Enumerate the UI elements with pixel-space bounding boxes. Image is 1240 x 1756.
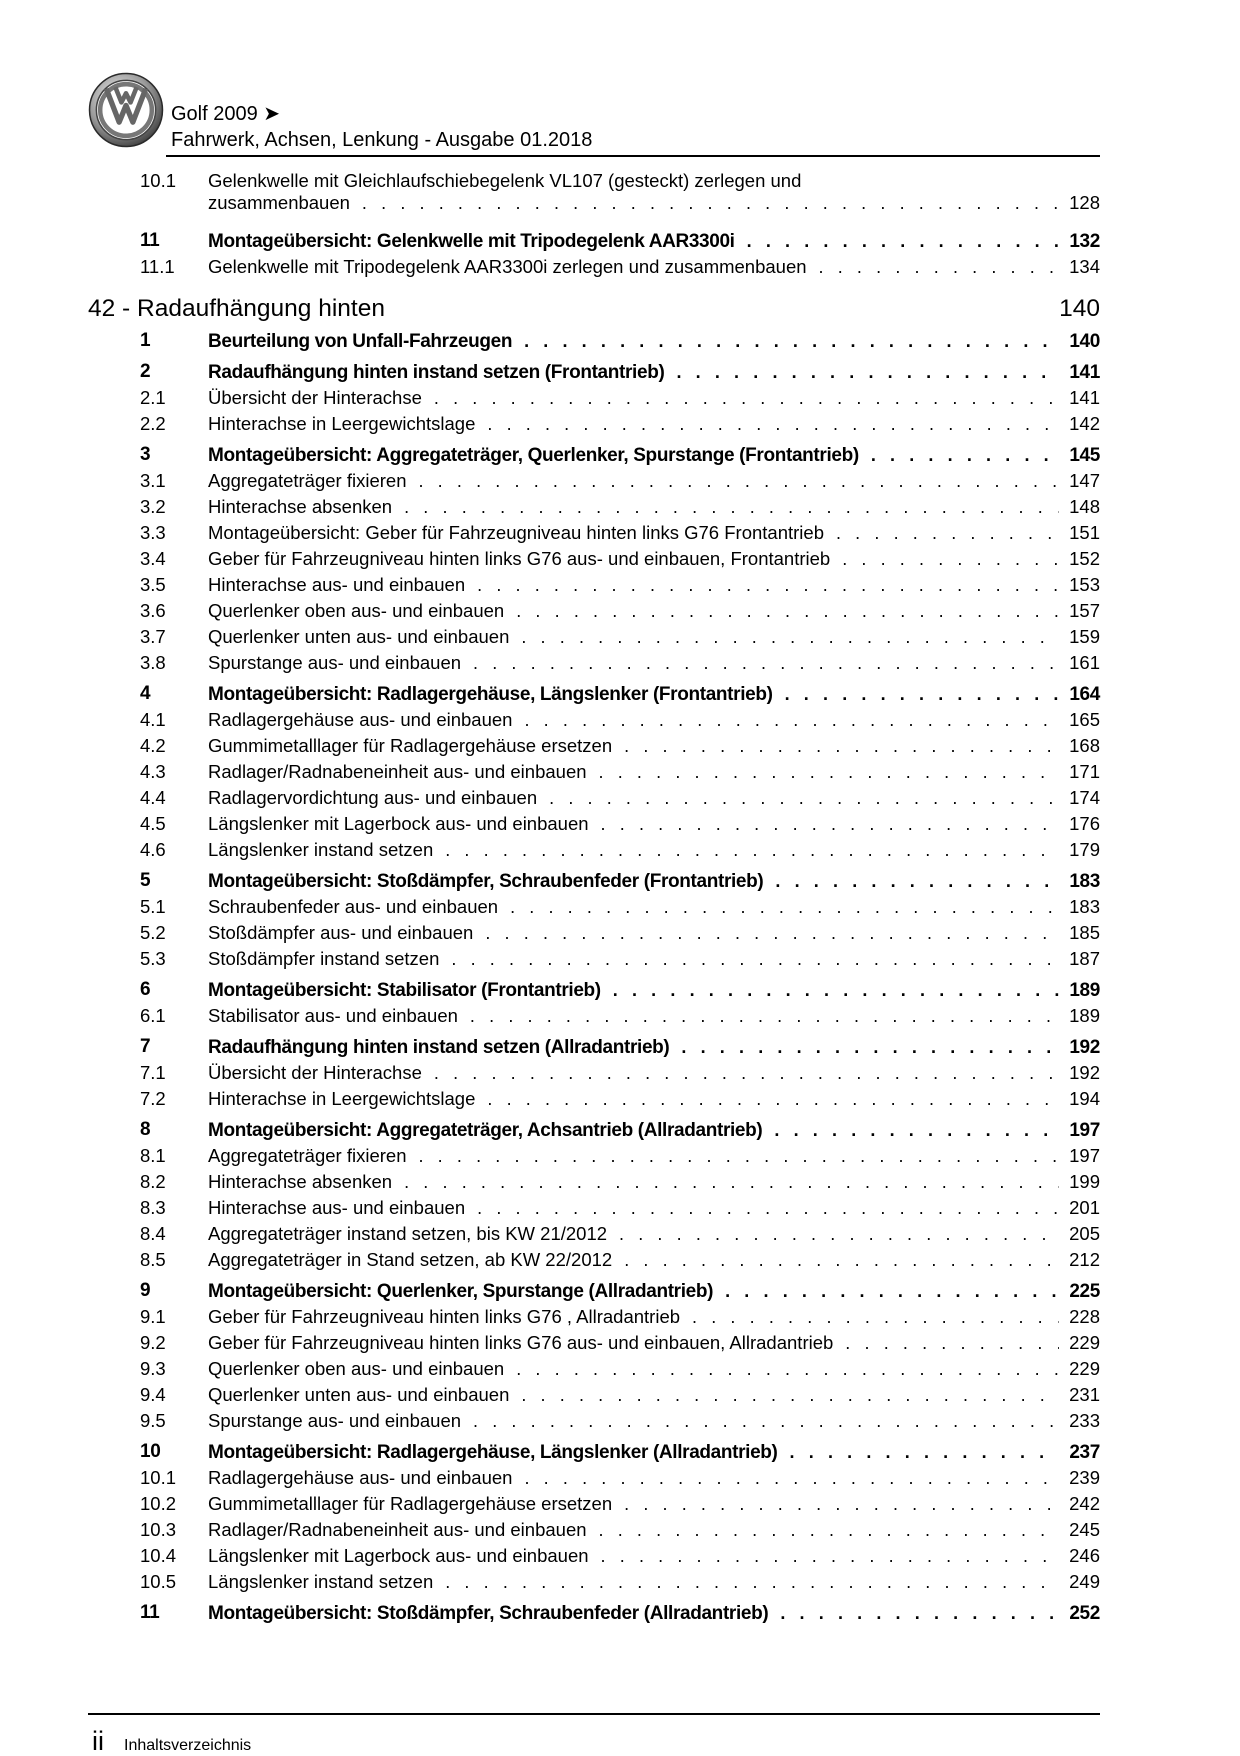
toc-entry-number: 9.3 bbox=[140, 1358, 166, 1379]
toc-entry-number: 10.3 bbox=[140, 1519, 177, 1540]
toc-entry-title: Radlagergehäuse aus- und einbauen bbox=[208, 709, 513, 730]
toc-entry-page: 201 bbox=[1069, 1197, 1100, 1218]
toc-entry-page: 245 bbox=[1069, 1519, 1100, 1540]
toc-leader-dots bbox=[681, 1036, 1059, 1058]
toc-entry-title: Gummimetalllager für Radlagergehäuse ersetzen bbox=[208, 1493, 613, 1514]
toc-entry-number: 3.7 bbox=[140, 626, 166, 647]
toc-entry-number: 9.1 bbox=[140, 1306, 166, 1327]
toc-leader-dots bbox=[780, 1602, 1059, 1624]
toc-entry-number: 6 bbox=[140, 979, 151, 1000]
toc-entry-title: Stoßdämpfer instand setzen bbox=[208, 948, 440, 969]
toc-entry-row bbox=[208, 652, 1100, 674]
toc-entry-number: 7.2 bbox=[140, 1088, 166, 1109]
toc-entry-row bbox=[208, 230, 1100, 252]
chapter-page: 140 bbox=[1059, 295, 1100, 322]
toc-entry-title: Montageübersicht: Stabilisator (Frontantrieb) bbox=[208, 980, 601, 1001]
toc-entry-row bbox=[208, 330, 1100, 352]
toc-entry-page: 179 bbox=[1069, 839, 1100, 860]
toc-entry-number: 4.3 bbox=[140, 761, 166, 782]
toc-entry-title: Montageübersicht: Gelenkwelle mit Tripodegelenk AAR3300i bbox=[208, 231, 735, 252]
toc-entry-row bbox=[208, 813, 1100, 835]
toc-entry-row bbox=[208, 839, 1100, 861]
toc-leader-dots bbox=[524, 709, 1059, 731]
toc-entry-page: 192 bbox=[1069, 1037, 1100, 1058]
toc-entry-number: 4.4 bbox=[140, 787, 166, 808]
toc-entry-page: 249 bbox=[1069, 1571, 1100, 1592]
toc-entry-title: Übersicht der Hinterachse bbox=[208, 1062, 422, 1083]
toc-entry-row bbox=[208, 361, 1100, 383]
toc-leader-dots bbox=[521, 1384, 1059, 1406]
toc-entry-page: 239 bbox=[1069, 1467, 1100, 1488]
toc-entry-page: 128 bbox=[1069, 192, 1100, 213]
toc-entry-number: 5 bbox=[140, 870, 151, 891]
toc-entry-row bbox=[208, 496, 1100, 518]
toc-entry-title: Montageübersicht: Aggregateträger, Achsantrieb (Allradantrieb) bbox=[208, 1120, 763, 1141]
toc-entry-row bbox=[208, 1602, 1100, 1624]
toc-leader-dots bbox=[434, 1062, 1059, 1084]
toc-entry-title: Montageübersicht: Stoßdämpfer, Schraubenfeder (Allradantrieb) bbox=[208, 1603, 769, 1624]
toc-entry-page: 233 bbox=[1069, 1410, 1100, 1431]
toc-entry-row bbox=[208, 870, 1100, 892]
vw-logo-icon bbox=[88, 72, 164, 148]
toc-leader-dots bbox=[790, 1441, 1060, 1463]
toc-entry-number: 2 bbox=[140, 361, 151, 382]
toc-entry-page: 174 bbox=[1069, 787, 1100, 808]
toc-entry-page: 229 bbox=[1069, 1332, 1100, 1353]
toc-entry-title: Hinterachse in Leergewichtslage bbox=[208, 1088, 476, 1109]
toc-entry-title: Radaufhängung hinten instand setzen (Frontantrieb) bbox=[208, 362, 665, 383]
toc-entry-row bbox=[208, 709, 1100, 731]
toc-entry-title: Geber für Fahrzeugniveau hinten links G76 aus- und einbauen, Frontantrieb bbox=[208, 548, 831, 569]
toc-entry-number: 9 bbox=[140, 1280, 151, 1301]
toc-leader-dots bbox=[516, 1358, 1059, 1380]
toc-entry-row bbox=[208, 1119, 1100, 1141]
toc-entry-title: Stoßdämpfer aus- und einbauen bbox=[208, 922, 474, 943]
toc-entry-row bbox=[208, 1062, 1100, 1084]
toc-entry-row bbox=[208, 256, 1100, 278]
toc-entry-row bbox=[208, 522, 1100, 544]
toc-entry-title: Querlenker oben aus- und einbauen bbox=[208, 600, 505, 621]
toc-entry-page: 152 bbox=[1069, 548, 1100, 569]
toc-entry-page: 252 bbox=[1069, 1603, 1100, 1624]
toc-entry-number: 7.1 bbox=[140, 1062, 166, 1083]
toc-entry-row bbox=[208, 1493, 1100, 1515]
toc-entry-number: 3 bbox=[140, 444, 151, 465]
toc-leader-dots bbox=[445, 1571, 1059, 1593]
toc-leader-dots bbox=[473, 652, 1059, 674]
toc-entry-title: zusammenbauen bbox=[208, 192, 350, 213]
toc-entry-title: Aggregateträger in Stand setzen, ab KW 22/2012 bbox=[208, 1249, 613, 1270]
toc-entry-number: 3.4 bbox=[140, 548, 166, 569]
toc-entry-row bbox=[208, 1358, 1100, 1380]
toc-entry-number: 10.1 bbox=[140, 170, 177, 191]
toc-entry-page: 225 bbox=[1069, 1281, 1100, 1302]
toc-leader-dots bbox=[445, 839, 1059, 861]
toc-leader-dots bbox=[524, 330, 1059, 352]
toc-entry-page: 140 bbox=[1069, 331, 1100, 352]
toc-leader-dots bbox=[362, 192, 1059, 214]
toc-entry-row bbox=[208, 1088, 1100, 1110]
toc-entry-row bbox=[208, 1306, 1100, 1328]
toc-entry-number: 11 bbox=[140, 230, 160, 251]
header-rule bbox=[166, 155, 1100, 157]
toc-entry-title: Längslenker mit Lagerbock aus- und einbauen bbox=[208, 1545, 589, 1566]
toc-entry-page: 183 bbox=[1069, 871, 1100, 892]
toc-entry-page: 246 bbox=[1069, 1545, 1100, 1566]
toc-entry-title: Montageübersicht: Querlenker, Spurstange (Allradantrieb) bbox=[208, 1281, 714, 1302]
toc-entry-page: 228 bbox=[1069, 1306, 1100, 1327]
toc-entry-row bbox=[208, 922, 1100, 944]
toc-entry-row bbox=[208, 1571, 1100, 1593]
toc-entry-number: 3.1 bbox=[140, 470, 166, 491]
toc-entry-number: 9.5 bbox=[140, 1410, 166, 1431]
toc-leader-dots bbox=[549, 787, 1059, 809]
toc-entry-number: 2.2 bbox=[140, 413, 166, 434]
toc-entry-row bbox=[208, 1036, 1100, 1058]
toc-entry-row bbox=[208, 413, 1100, 435]
toc-entry-row bbox=[208, 1545, 1100, 1567]
toc-entry-number: 5.1 bbox=[140, 896, 166, 917]
toc-entry-row bbox=[208, 761, 1100, 783]
toc-entry-row bbox=[208, 1441, 1100, 1463]
toc-entry-page: 134 bbox=[1069, 256, 1100, 277]
toc-entry-page: 164 bbox=[1069, 684, 1100, 705]
toc-entry-number: 10 bbox=[140, 1441, 161, 1462]
toc-entry-row bbox=[208, 787, 1100, 809]
toc-entry-title-line1: Gelenkwelle mit Gleichlaufschiebegelenk VL107 (gesteckt) zerlegen und bbox=[208, 170, 802, 191]
toc-entry-page: 183 bbox=[1069, 896, 1100, 917]
toc-entry-title: Stabilisator aus- und einbauen bbox=[208, 1005, 458, 1026]
toc-leader-dots bbox=[521, 626, 1059, 648]
toc-entry-number: 5.3 bbox=[140, 948, 166, 969]
toc-entry-number: 9.4 bbox=[140, 1384, 166, 1405]
toc-leader-dots bbox=[451, 948, 1059, 970]
toc-entry-title: Montageübersicht: Geber für Fahrzeugniveau hinten links G76 Frontantrieb bbox=[208, 522, 824, 543]
toc-leader-dots bbox=[404, 1171, 1059, 1193]
toc-entry-row bbox=[208, 948, 1100, 970]
toc-entry-title: Gelenkwelle mit Tripodegelenk AAR3300i zerlegen und zusammenbauen bbox=[208, 256, 807, 277]
toc-entry-row bbox=[208, 1332, 1100, 1354]
toc-entry-page: 242 bbox=[1069, 1493, 1100, 1514]
toc-entry-row bbox=[208, 683, 1100, 705]
toc-entry-number: 10.1 bbox=[140, 1467, 177, 1488]
toc-entry-number: 4.5 bbox=[140, 813, 166, 834]
toc-leader-dots bbox=[473, 1410, 1059, 1432]
toc-entry-title: Beurteilung von Unfall-Fahrzeugen bbox=[208, 331, 513, 352]
toc-entry-number: 10.2 bbox=[140, 1493, 177, 1514]
toc-entry-page: 237 bbox=[1069, 1442, 1100, 1463]
toc-entry-title: Spurstange aus- und einbauen bbox=[208, 1410, 462, 1431]
toc-entry-page: 187 bbox=[1069, 948, 1100, 969]
toc-entry-page: 151 bbox=[1069, 522, 1100, 543]
toc-entry-title: Radaufhängung hinten instand setzen (Allradantrieb) bbox=[208, 1037, 670, 1058]
toc-entry-number: 10.5 bbox=[140, 1571, 177, 1592]
footer-label: Inhaltsverzeichnis bbox=[124, 1737, 252, 1754]
toc-entry-title: Querlenker oben aus- und einbauen bbox=[208, 1358, 505, 1379]
toc-entry-page: 212 bbox=[1069, 1249, 1100, 1270]
toc-entry-title: Längslenker instand setzen bbox=[208, 1571, 434, 1592]
toc-leader-dots bbox=[725, 1280, 1059, 1302]
document-subtitle: Fahrwerk, Achsen, Lenkung - Ausgabe 01.2018 bbox=[171, 129, 593, 151]
toc-entry-number: 10.4 bbox=[140, 1545, 177, 1566]
toc-entry-page: 142 bbox=[1069, 413, 1100, 434]
toc-leader-dots bbox=[601, 813, 1060, 835]
toc-entry-number: 3.6 bbox=[140, 600, 166, 621]
toc-entry-number: 8.3 bbox=[140, 1197, 166, 1218]
toc-entry-title: Hinterachse aus- und einbauen bbox=[208, 574, 466, 595]
toc-leader-dots bbox=[510, 896, 1059, 918]
toc-leader-dots bbox=[624, 1249, 1059, 1271]
toc-entry-row bbox=[208, 1280, 1100, 1302]
toc-entry-row bbox=[208, 1171, 1100, 1193]
toc-entry-page: 205 bbox=[1069, 1223, 1100, 1244]
toc-entry-number: 3.2 bbox=[140, 496, 166, 517]
toc-entry-page: 192 bbox=[1069, 1062, 1100, 1083]
toc-entry-row bbox=[208, 626, 1100, 648]
toc-leader-dots bbox=[676, 361, 1059, 383]
toc-entry-title: Radlager/Radnabeneinheit aus- und einbauen bbox=[208, 761, 587, 782]
toc-entry-row bbox=[208, 387, 1100, 409]
toc-entry-title: Übersicht der Hinterachse bbox=[208, 387, 422, 408]
toc-leader-dots bbox=[477, 574, 1059, 596]
toc-leader-dots bbox=[487, 1088, 1059, 1110]
toc-entry-number: 4.2 bbox=[140, 735, 166, 756]
toc-entry-number: 4.6 bbox=[140, 839, 166, 860]
toc-entry-title: Radlager/Radnabeneinheit aus- und einbauen bbox=[208, 1519, 587, 1540]
toc-leader-dots bbox=[775, 870, 1059, 892]
toc-entry-number: 6.1 bbox=[140, 1005, 166, 1026]
toc-leader-dots bbox=[404, 496, 1059, 518]
toc-entry-number: 11 bbox=[140, 1602, 160, 1623]
toc-leader-dots bbox=[599, 1519, 1060, 1541]
toc-entry-title: Montageübersicht: Stoßdämpfer, Schraubenfeder (Frontantrieb) bbox=[208, 871, 764, 892]
chapter-heading-row bbox=[88, 295, 1100, 323]
toc-leader-dots bbox=[785, 683, 1060, 705]
toc-entry-page: 148 bbox=[1069, 496, 1100, 517]
toc-leader-dots bbox=[516, 600, 1059, 622]
toc-leader-dots bbox=[842, 548, 1059, 570]
toc-entry-title: Längslenker instand setzen bbox=[208, 839, 434, 860]
toc-entry-title: Hinterachse absenken bbox=[208, 1171, 393, 1192]
toc-entry-number: 8.1 bbox=[140, 1145, 166, 1166]
toc-entry-page: 165 bbox=[1069, 709, 1100, 730]
toc-entry-number: 8.5 bbox=[140, 1249, 166, 1270]
toc-entry-title: Schraubenfeder aus- und einbauen bbox=[208, 896, 499, 917]
toc-leader-dots bbox=[434, 387, 1059, 409]
toc-entry-row bbox=[208, 444, 1100, 466]
toc-leader-dots bbox=[418, 470, 1059, 492]
toc-entry-row bbox=[208, 1467, 1100, 1489]
toc-entry-row bbox=[208, 548, 1100, 570]
toc-entry-title: Querlenker unten aus- und einbauen bbox=[208, 1384, 510, 1405]
toc-entry-number: 8.4 bbox=[140, 1223, 166, 1244]
toc-entry-row bbox=[208, 1005, 1100, 1027]
toc-entry-row bbox=[208, 896, 1100, 918]
toc-leader-dots bbox=[747, 230, 1060, 252]
toc-entry-title: Montageübersicht: Aggregateträger, Querlenker, Spurstange (Frontantrieb) bbox=[208, 445, 859, 466]
toc-entry-page: 132 bbox=[1069, 231, 1100, 252]
toc-entry-row bbox=[208, 1197, 1100, 1219]
toc-entry-row bbox=[208, 574, 1100, 596]
toc-leader-dots bbox=[819, 256, 1060, 278]
toc-leader-dots bbox=[692, 1306, 1059, 1328]
toc-entry-title: Spurstange aus- und einbauen bbox=[208, 652, 462, 673]
toc-entry-page: 231 bbox=[1069, 1384, 1100, 1405]
toc-entry-row bbox=[208, 979, 1100, 1001]
toc-entry-number: 3.5 bbox=[140, 574, 166, 595]
toc-entry-number: 5.2 bbox=[140, 922, 166, 943]
toc-leader-dots bbox=[613, 979, 1060, 1001]
toc-leader-dots bbox=[599, 761, 1060, 783]
toc-entry-row bbox=[208, 1410, 1100, 1432]
toc-entry-row bbox=[208, 1249, 1100, 1271]
toc-leader-dots bbox=[601, 1545, 1060, 1567]
toc-leader-dots bbox=[524, 1467, 1059, 1489]
toc-entry-number: 9.2 bbox=[140, 1332, 166, 1353]
toc-leader-dots bbox=[871, 444, 1060, 466]
toc-entry-page: 176 bbox=[1069, 813, 1100, 834]
toc-entry-number: 11.1 bbox=[140, 256, 175, 277]
toc-leader-dots bbox=[477, 1197, 1059, 1219]
toc-entry-page: 147 bbox=[1069, 470, 1100, 491]
toc-entry-number: 4.1 bbox=[140, 709, 166, 730]
toc-entry-page: 189 bbox=[1069, 1005, 1100, 1026]
toc-entry-page: 141 bbox=[1069, 362, 1100, 383]
toc-entry-title: Gummimetalllager für Radlagergehäuse ersetzen bbox=[208, 735, 613, 756]
toc-entry-title: Aggregateträger fixieren bbox=[208, 470, 407, 491]
toc-entry-page: 197 bbox=[1069, 1120, 1100, 1141]
toc-leader-dots bbox=[619, 1223, 1059, 1245]
toc-entry-number: 8.2 bbox=[140, 1171, 166, 1192]
toc-entry-page: 153 bbox=[1069, 574, 1100, 595]
toc-entry-row bbox=[208, 600, 1100, 622]
toc-entry-number: 8 bbox=[140, 1119, 151, 1140]
toc-leader-dots bbox=[836, 522, 1059, 544]
toc-entry-row bbox=[208, 1384, 1100, 1406]
toc-leader-dots bbox=[774, 1119, 1059, 1141]
footer-rule bbox=[88, 1713, 1100, 1715]
document-title: Golf 2009 ➤ bbox=[171, 103, 281, 125]
toc-leader-dots bbox=[624, 735, 1059, 757]
toc-entry-title: Radlagergehäuse aus- und einbauen bbox=[208, 1467, 513, 1488]
toc-entry-page: 194 bbox=[1069, 1088, 1100, 1109]
toc-leader-dots bbox=[845, 1332, 1059, 1354]
toc-entry-page: 161 bbox=[1069, 652, 1100, 673]
toc-entry-page: 197 bbox=[1069, 1145, 1100, 1166]
toc-leader-dots bbox=[485, 922, 1059, 944]
toc-entry-title: Querlenker unten aus- und einbauen bbox=[208, 626, 510, 647]
toc-entry-page: 168 bbox=[1069, 735, 1100, 756]
toc-leader-dots bbox=[470, 1005, 1059, 1027]
toc-entry-page: 157 bbox=[1069, 600, 1100, 621]
toc-leader-dots bbox=[624, 1493, 1059, 1515]
toc-entry-row bbox=[208, 470, 1100, 492]
toc-entry-page: 199 bbox=[1069, 1171, 1100, 1192]
toc-entry-number: 2.1 bbox=[140, 387, 166, 408]
toc-leader-dots bbox=[418, 1145, 1059, 1167]
toc-entry-title: Längslenker mit Lagerbock aus- und einbauen bbox=[208, 813, 589, 834]
toc-entry-page: 141 bbox=[1069, 387, 1100, 408]
page-header bbox=[88, 72, 1100, 156]
toc-entry-row bbox=[208, 192, 1100, 214]
toc-entry-title: Hinterachse in Leergewichtslage bbox=[208, 413, 476, 434]
toc-entry-row bbox=[208, 1519, 1100, 1541]
footer-page-number: ii bbox=[92, 1726, 104, 1756]
toc-entry-page: 171 bbox=[1069, 761, 1100, 782]
toc-entry-row bbox=[208, 735, 1100, 757]
toc-entry-page: 189 bbox=[1069, 980, 1100, 1001]
toc-entry-page: 159 bbox=[1069, 626, 1100, 647]
toc-entry-page: 185 bbox=[1069, 922, 1100, 943]
toc-entry-title: Aggregateträger instand setzen, bis KW 21/2012 bbox=[208, 1223, 608, 1244]
toc-entry-row bbox=[208, 1223, 1100, 1245]
chapter-title: 42 - Radaufhängung hinten bbox=[88, 295, 385, 322]
toc-entry-title: Montageübersicht: Radlagergehäuse, Längslenker (Frontantrieb) bbox=[208, 684, 773, 705]
toc-entry-title: Geber für Fahrzeugniveau hinten links G76 aus- und einbauen, Allradantrieb bbox=[208, 1332, 834, 1353]
toc-leader-dots bbox=[487, 413, 1059, 435]
toc-entry-title: Montageübersicht: Radlagergehäuse, Längslenker (Allradantrieb) bbox=[208, 1442, 778, 1463]
toc-entry-number: 3.3 bbox=[140, 522, 166, 543]
toc-entry-number: 1 bbox=[140, 330, 151, 351]
toc-entry-title: Hinterachse aus- und einbauen bbox=[208, 1197, 466, 1218]
toc-entry-title: Aggregateträger fixieren bbox=[208, 1145, 407, 1166]
toc-entry-row bbox=[208, 1145, 1100, 1167]
toc-entry-number: 4 bbox=[140, 683, 151, 704]
toc-entry-title: Geber für Fahrzeugniveau hinten links G76 , Allradantrieb bbox=[208, 1306, 681, 1327]
toc-entry-title: Hinterachse absenken bbox=[208, 496, 393, 517]
toc-entry-page: 229 bbox=[1069, 1358, 1100, 1379]
toc-entry-number: 7 bbox=[140, 1036, 151, 1057]
toc-entry-page: 145 bbox=[1069, 445, 1100, 466]
toc-entry-number: 3.8 bbox=[140, 652, 166, 673]
toc-entry-title: Radlagervordichtung aus- und einbauen bbox=[208, 787, 538, 808]
